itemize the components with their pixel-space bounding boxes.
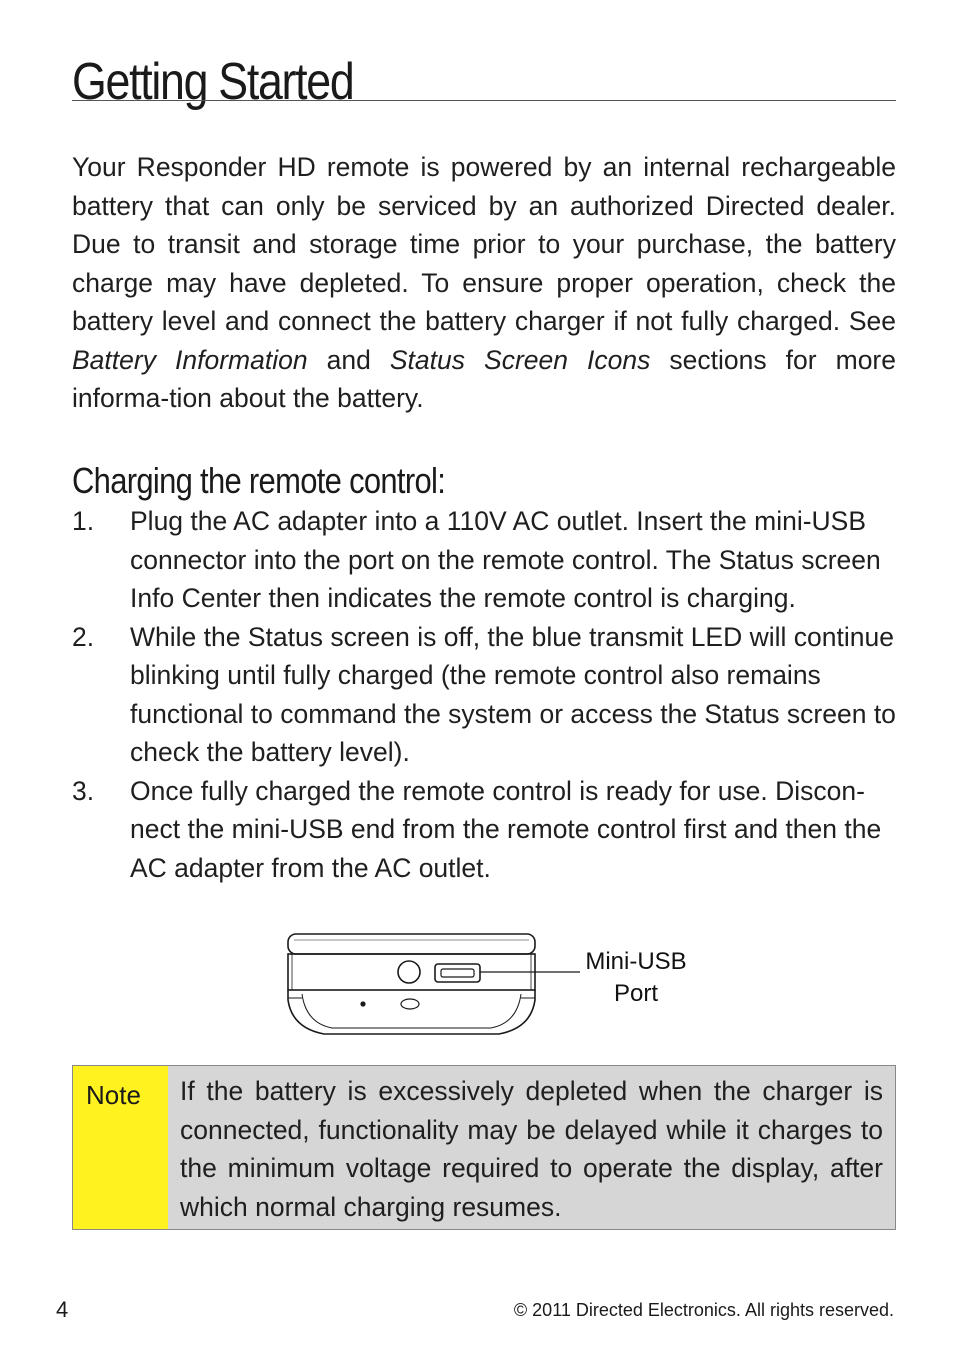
copyright-notice: © 2011 Directed Electronics. All rights reserved. xyxy=(513,1300,894,1320)
section-title: Charging the remote control: xyxy=(72,460,446,501)
step-number: 2. xyxy=(72,621,95,652)
remote-top-edge xyxy=(288,934,535,954)
page-number: 4 xyxy=(56,1297,69,1322)
list-item xyxy=(72,618,896,772)
led-button-icon xyxy=(398,961,420,983)
figure-label-line1: Mini-USB xyxy=(585,948,687,975)
intro-text-1: Your Responder HD remote is powered by an internal rechargeable battery that can only be serviced by an authorized Directed dealer. Due to transit and storage time prior to your purchase, the battery charge may have depleted. To ensure proper operation, check the battery level and connect the battery charger if not fully charged. See xyxy=(72,152,896,336)
remote-bottom-shell xyxy=(288,990,535,1034)
battery-information-reference: Battery Information xyxy=(72,344,308,375)
intro-text-2: and xyxy=(307,344,390,375)
page-title: Getting Started xyxy=(72,53,354,111)
list-item xyxy=(72,772,896,888)
title-rule xyxy=(72,100,896,101)
step-number: 1. xyxy=(72,506,95,536)
intro-text-3: sections for more informa-tion about the battery. xyxy=(72,344,896,413)
step-text: Plug the AC adapter into a 110V AC outlet. Insert the mini-USB connector into the port on the remote control. The Status screen Info Center then indicates the remote control is charging. xyxy=(130,506,881,613)
charging-steps-list xyxy=(72,502,896,887)
step-number: 3. xyxy=(72,775,95,806)
figure-label-line2: Port xyxy=(613,980,658,1007)
status-screen-icons-reference: Status Screen Icons xyxy=(389,344,651,375)
step-text: Once fully charged the remote control is ready for use. Discon-nect the mini-USB end from the remote control first and then the AC adapter from the AC outlet. xyxy=(130,775,882,883)
intro-paragraph xyxy=(72,148,896,418)
note-label: Note xyxy=(73,1066,168,1229)
mini-usb-port-icon xyxy=(435,964,480,982)
note-box xyxy=(72,1065,896,1230)
note-text: If the battery is excessively depleted when the charger is connected, functionality may be delayed while it charges to the minimum voltage required to operate the display, after which normal charging resumes. xyxy=(180,1076,883,1222)
list-item xyxy=(72,502,896,618)
mini-usb-port-label xyxy=(566,946,706,1010)
step-text: While the Status screen is off, the blue transmit LED will continue blinking until fully charged (the remote control also remains functional to command the system or access the Status screen to check the battery level). xyxy=(130,621,896,767)
